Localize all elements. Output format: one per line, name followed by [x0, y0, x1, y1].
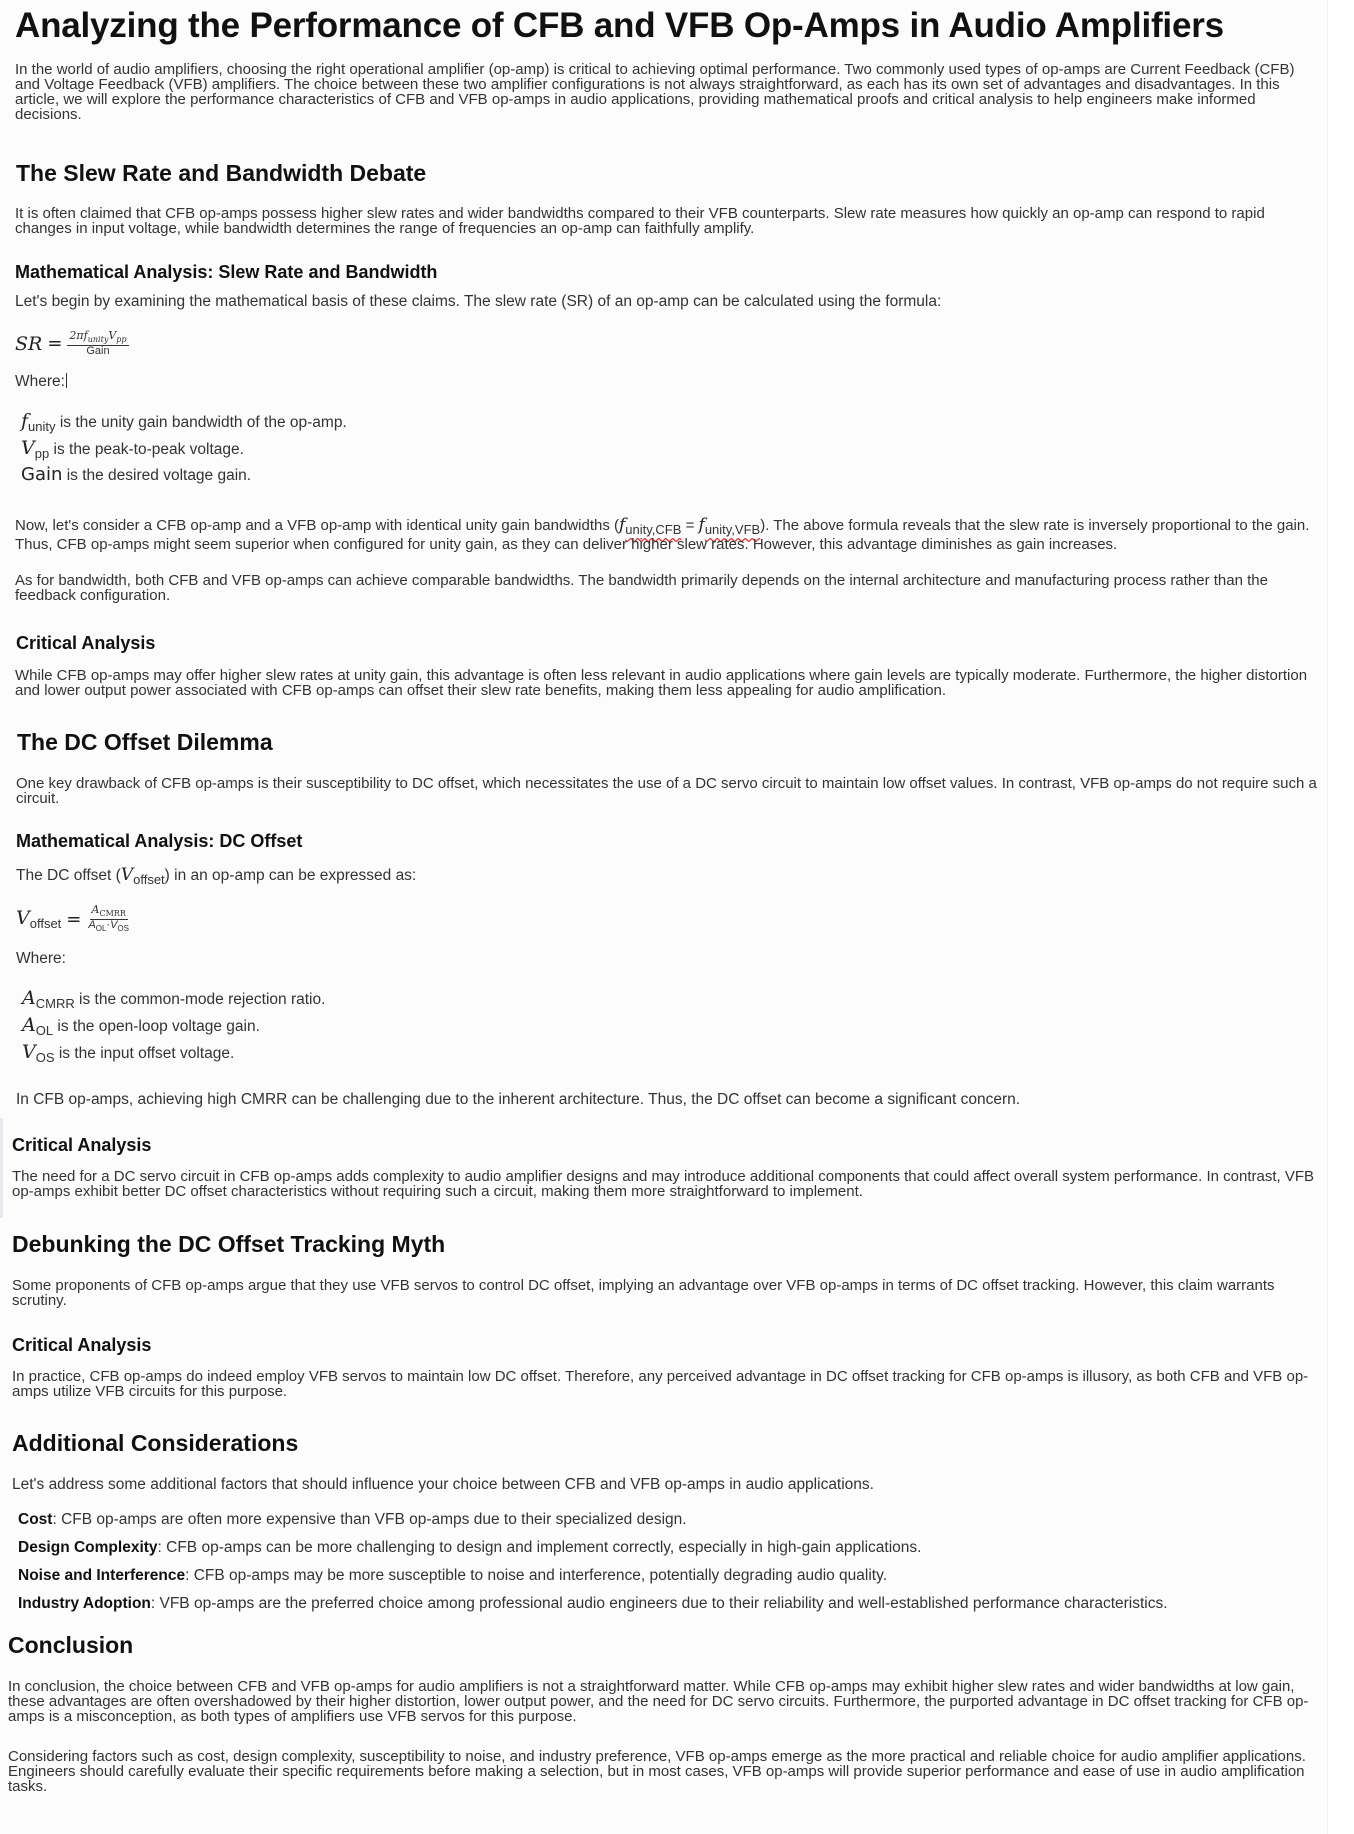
critical-analysis-heading-3: Critical Analysis: [12, 1335, 152, 1355]
bandwidth-paragraph: As for bandwidth, both CFB and VFB op-amps can achieve comparable bandwidths. The bandwidth primarily depends on the internal architecture and manufacturing process rather than the feedback configuration.: [15, 572, 1268, 604]
section-heading-dc-offset: The DC Offset Dilemma: [17, 729, 273, 755]
section-heading-dc-tracking: Debunking the DC Offset Tracking Myth: [12, 1231, 446, 1257]
additional-intro: Let's address some additional factors that should influence your choice between CFB and VFB op-amps in audio applications.: [12, 1476, 874, 1493]
text-cursor: [66, 373, 67, 388]
consideration-cost: Cost: CFB op-amps are often more expensive than VFB op-amps due to their specialized design.: [18, 1511, 687, 1528]
slew-rate-formula-intro: Let's begin by examining the mathematical basis of these claims. The slew rate (SR) of an op-amp can be calculated using the formula:: [15, 293, 942, 310]
var-a-cmrr: $A_{CMRR}$ is the common-mode rejection ratio.: [22, 987, 326, 1011]
slew-rate-formula: SR = $\frac{2\pi f_{unity}V_{pp}}{\text{Gain}}$: [15, 329, 127, 358]
conclusion-paragraph-1: In conclusion, the choice between CFB and VFB op-amps for audio amplifiers is not a straightforward matter. While CFB op-amps may exhibit higher slew rates and wider bandwidths at low gain, these advantages are often overshadowed by their higher distortion, lower output power, and the need for DC servo circuits. Furthermore, the purported advantage in DC offset tracking for CFB op-amps is a misconception, as both types of amplifiers use VFB servos for this purpose.: [8, 1678, 1309, 1725]
conclusion-paragraph-2: Considering factors such as cost, design complexity, susceptibility to noise, and industry preference, VFB op-amps emerge as the more practical and reliable choice for audio amplifier applications. Engineers should carefully evaluate their specific requirements before making a selection, but in most cases, VFB op-amps will provide superior performance and ease of use in audio amplification tasks.: [8, 1748, 1306, 1795]
section-heading-conclusion: Conclusion: [8, 1632, 134, 1658]
var-f-unity: $f_{unity}$ is the unity gain bandwidth of the op-amp.: [21, 410, 347, 434]
where-label-1: Where:: [15, 373, 65, 390]
section-heading-slew-rate: The Slew Rate and Bandwidth Debate: [16, 160, 427, 186]
section-divider-mark: [0, 1118, 3, 1218]
consideration-design-complexity: Design Complexity: CFB op-amps can be more challenging to design and implement correctly, especially in high-gain applications.: [18, 1539, 922, 1556]
math-heading-dc-offset: Mathematical Analysis: DC Offset: [16, 831, 303, 851]
dc-tracking-intro: Some proponents of CFB op-amps argue that they use VFB servos to control DC offset, implying an advantage over VFB op-amps in terms of DC offset tracking. However, this claim warrants scrutiny.: [12, 1277, 1275, 1309]
critical-analysis-heading-1: Critical Analysis: [16, 633, 156, 653]
var-gain: Gain is the desired voltage gain.: [21, 464, 252, 485]
dc-offset-intro: One key drawback of CFB op-amps is their susceptibility to DC offset, which necessitates the use of a DC servo circuit to maintain low offset values. In contrast, VFB op-amps do not require such a circuit.: [16, 775, 1317, 807]
critical-analysis-heading-2: Critical Analysis: [12, 1135, 152, 1155]
slew-rate-intro: It is often claimed that CFB op-amps possess higher slew rates and wider bandwidths compared to their VFB counterparts. Slew rate measures how quickly an op-amp can respond to rapid changes in input voltage, while bandwidth determines the range of frequencies an op-amp can faithfully amplify.: [15, 205, 1265, 237]
dc-offset-expression-intro: The DC offset $(V_{offset})$ in an op-amp can be expressed as:: [16, 865, 417, 887]
consideration-industry-adoption: Industry Adoption: VFB op-amps are the preferred choice among professional audio engineers due to their reliability and well-established performance characteristics.: [18, 1595, 1168, 1612]
consideration-noise: Noise and Interference: CFB op-amps may be more susceptible to noise and interference, potentially degrading audio quality.: [18, 1567, 888, 1584]
critical-analysis-3: In practice, CFB op-amps do indeed employ VFB servos to maintain low DC offset. Therefore, any perceived advantage in DC offset tracking for CFB op-amps is illusory, as both CFB and VFB op-amps utilize VFB circuits for this purpose.: [12, 1368, 1309, 1400]
critical-analysis-1: While CFB op-amps may offer higher slew rates at unity gain, this advantage is often less relevant in audio applications where gain levels are typically moderate. Furthermore, the higher distortion and lower output power associated with CFB op-amps can offset their slew rate benefits, making them less appealing for audio amplification.: [15, 667, 1308, 699]
slew-rate-comparison: Now, let's consider a CFB op-amp and a VFB op-amp with identical unity gain bandwidths (funity,CFB = funity,VFB). The above formula reveals that the slew rate is inversely proportional to the gain. Thus, CFB op-amps might seem superior when configured for unity gain, as they can deliver higher slew rates. However, this advantage diminishes as gain increases.: [15, 515, 1310, 553]
where-label-2: Where:: [16, 950, 66, 967]
article-title: Analyzing the Performance of CFB and VFB Op-Amps in Audio Amplifiers: [15, 6, 1224, 45]
var-v-os: $V_{OS}$ is the input offset voltage.: [22, 1041, 235, 1065]
var-a-ol: $A_{OL}$ is the open-loop voltage gain.: [22, 1014, 260, 1038]
var-v-pp: $V_{pp}$ is the peak-to-peak voltage.: [21, 437, 244, 461]
intro-paragraph: In the world of audio amplifiers, choosing the right operational amplifier (op-amp) is critical to achieving optimal performance. Two commonly used types of op-amps are Current Feedback (CFB) and Voltage Feedback (VFB) amplifiers. The choice between these two amplifier configurations is not always straightforward, as each has its own set of advantages and disadvantages. In this article, we will explore the performance characteristics of CFB and VFB op-amps in audio applications, providing mathematical proofs and critical analysis to help engineers make informed decisions.: [15, 61, 1295, 123]
math-heading-slew-rate: Mathematical Analysis: Slew Rate and Bandwidth: [15, 262, 438, 282]
section-heading-additional: Additional Considerations: [12, 1430, 299, 1456]
dc-offset-formula: $V_{offset}$ = $\frac{A_{CMRR}}{A_{OL}\cdot V_{OS}}$: [16, 903, 129, 934]
critical-analysis-2: The need for a DC servo circuit in CFB op-amps adds complexity to audio amplifier designs and may introduce additional components that could affect overall system performance. In contrast, VFB op-amps exhibit better DC offset characteristics without requiring such a circuit, making them more straightforward to implement.: [12, 1168, 1315, 1200]
cmrr-paragraph: In CFB op-amps, achieving high CMRR can be challenging due to the inherent architecture. Thus, the DC offset can become a significant concern.: [16, 1091, 1021, 1108]
